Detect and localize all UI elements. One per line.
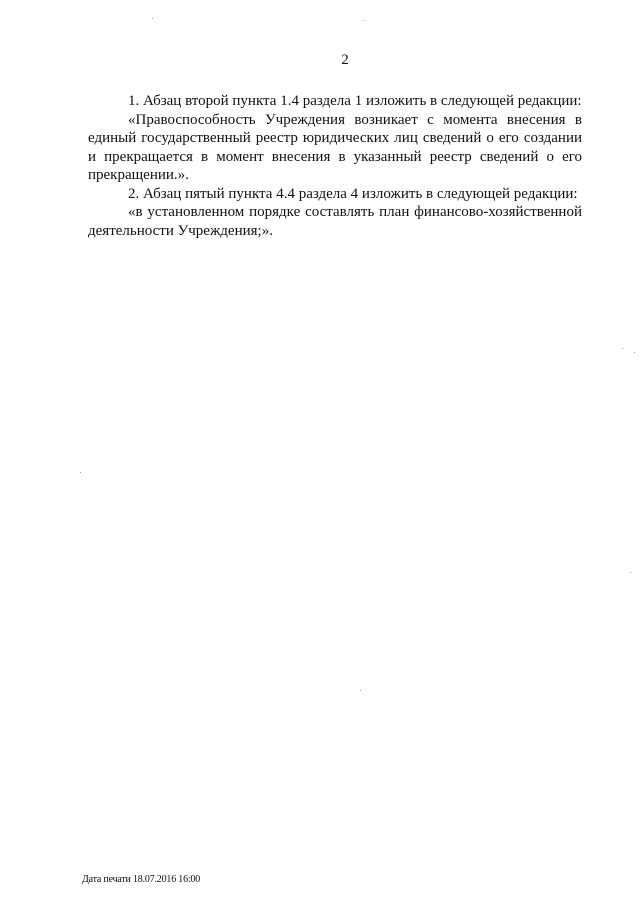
- scan-speck: [630, 572, 631, 573]
- paragraph-quote-1: «Правоспособность Учреждения возникает с момента внесения в единый государственный реестр юридических лиц сведений о его создании и прекращается в момент внесения в указанный реестр сведений о его прекращении.».: [88, 111, 582, 183]
- scan-speck: [360, 690, 361, 691]
- document-body: [88, 92, 582, 240]
- paragraph-quote-2: «в установленном порядке составлять план финансово-хозяйственной деятельности Учреждения;».: [88, 204, 582, 239]
- scan-speck: [80, 472, 81, 473]
- scan-speck: [634, 352, 635, 353]
- paragraph-amendment-2: 2. Абзац пятый пункта 4.4 раздела 4 изложить в следующей редакции:: [128, 185, 578, 202]
- print-date-footer: Дата печати 18.07.2016 16:00: [82, 874, 201, 885]
- scan-speck: [152, 18, 153, 19]
- paragraph-amendment-1: 1. Абзац второй пункта 1.4 раздела 1 изложить в следующей редакции:: [128, 93, 582, 109]
- scan-speck: [363, 20, 364, 21]
- page-number: 2: [341, 52, 349, 68]
- scan-speck: [622, 348, 623, 349]
